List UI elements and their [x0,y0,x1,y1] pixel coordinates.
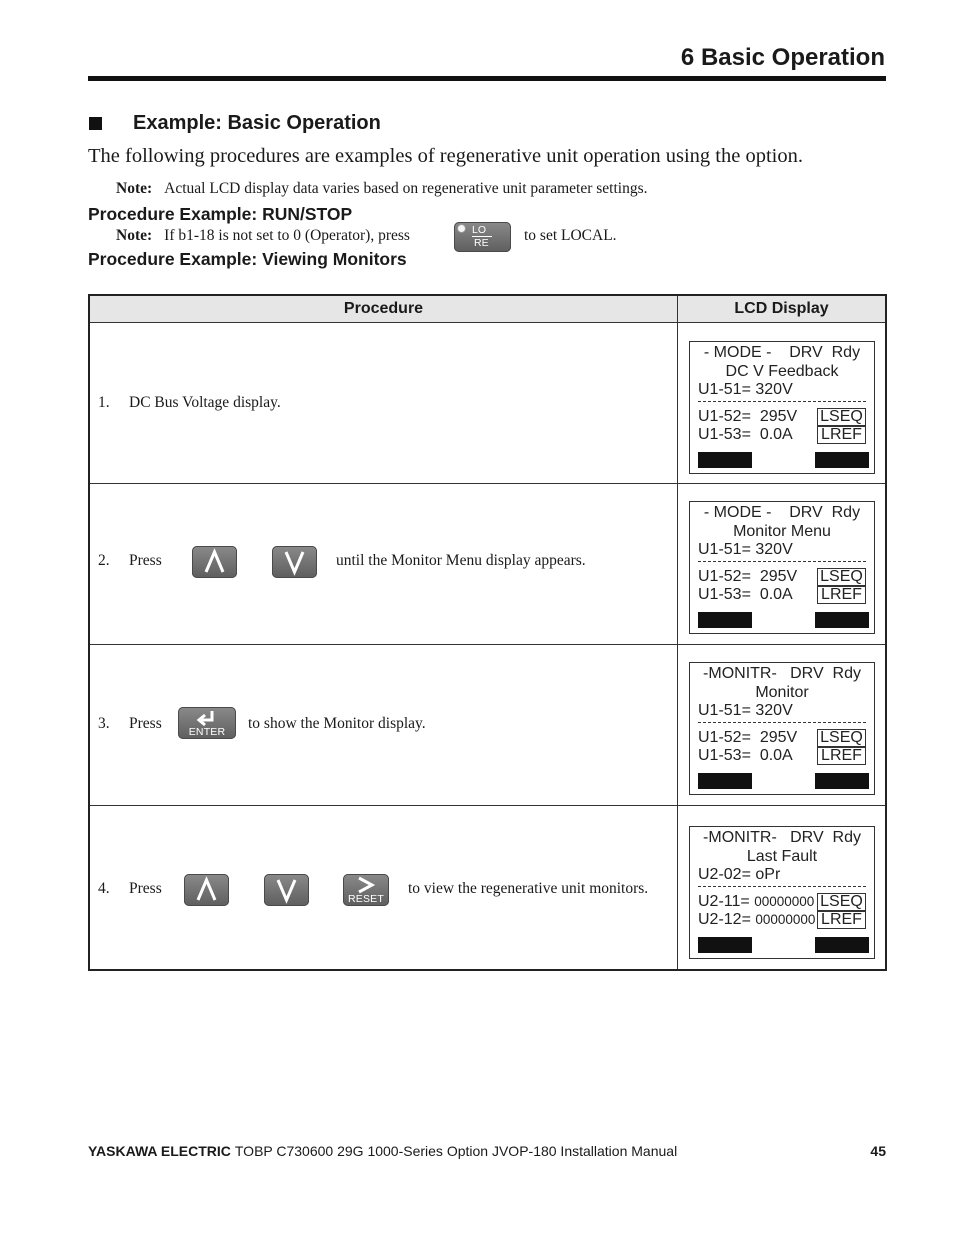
step-press: Press [129,880,162,897]
section-title: Example: Basic Operation [133,112,381,134]
step-text: to view the regenerative unit monitors. [408,880,649,897]
lcd-line-3: U2-02= oPr [698,866,781,883]
lcd-line-2: Last Fault [746,848,818,865]
section-heading [88,112,381,135]
col-lcd-display: LCD Display [734,300,829,317]
lcd-line-1: -MONITR- DRV Rdy [703,665,861,682]
lcd-line-1: - MODE - DRV Rdy [703,504,861,521]
step-number: 1. [98,394,110,411]
reset-key-label: RESET [347,893,384,905]
viewing-monitors-heading: Procedure Example: Viewing Monitors [88,249,407,269]
enter-key-label: ENTER [188,726,226,738]
key-label-lo: LO [472,224,487,236]
intro-paragraph: The following procedures are examples of regenerative unit operation using the option. [88,145,803,167]
lcd-line-3: U1-51= 320V [698,541,793,558]
note-local [116,227,410,245]
lo-re-key-icon [454,222,511,252]
lcd-line-3: U1-51= 320V [698,381,793,398]
lref-indicator: LREF [817,747,866,765]
square-bullet-icon [89,117,102,130]
lseq-indicator: LSEQ [817,893,866,911]
note-lcd-data [116,180,648,198]
lseq-indicator: LSEQ [817,729,866,747]
up-arrow-key-icon [184,874,229,906]
col-procedure: Procedure [343,300,424,317]
lseq-indicator: LSEQ [817,408,866,426]
lref-indicator: LREF [817,586,866,604]
lcd-line-2: DC V Feedback [725,363,839,380]
table-header [90,296,885,323]
step-number: 4. [98,880,110,897]
lcd-line-2: Monitor Menu [733,523,831,540]
lcd-line-5: U1-53= 0.0A [698,747,793,764]
led-icon [457,224,466,233]
lcd-line-4: U1-52= 295V [698,729,798,746]
soft-key-right [815,612,869,628]
down-arrow-key-icon [264,874,309,906]
soft-key-left [698,773,752,789]
key-label-re: RE [474,237,489,249]
lcd-display [689,662,875,795]
enter-key-icon [178,707,236,739]
lcd-display [689,501,875,634]
footer-brand: YASKAWA ELECTRIC [88,1143,231,1159]
soft-key-left [698,452,752,468]
lcd-line-4: U1-52= 295V [698,408,798,425]
lcd-line-5: U1-53= 0.0A [698,426,793,443]
step-press: Press [129,552,162,569]
soft-key-right [815,773,869,789]
note-text-after: to set LOCAL. [524,227,617,244]
step-number: 2. [98,552,110,569]
lcd-display [689,826,875,959]
lcd-line-3: U1-51= 320V [698,702,793,719]
header-rule [88,76,886,81]
footer-doc-title: TOBP C730600 29G 1000-Series Option JVOP-180 Installation Manual [234,1143,678,1159]
lseq-indicator: LSEQ [817,568,866,586]
footer [88,1143,677,1159]
procedure-table [88,294,887,971]
down-arrow-key-icon [272,546,317,578]
reset-key-icon [343,874,389,906]
step-text: DC Bus Voltage display. [129,394,281,411]
lref-indicator: LREF [817,426,866,444]
lref-indicator: LREF [817,911,866,929]
lcd-line-5: U2-12= 00000000 [698,911,816,928]
note-label: Note: [116,180,153,197]
chapter-title: 6 Basic Operation [680,44,885,71]
run-stop-heading: Procedure Example: RUN/STOP [88,204,353,224]
step-text: until the Monitor Menu display appears. [336,552,586,569]
lcd-line-4: U1-52= 295V [698,568,798,585]
lcd-display [689,341,875,474]
soft-key-right [815,452,869,468]
page-number: 45 [870,1143,886,1159]
step-press: Press [129,715,162,732]
note-label: Note: [116,227,153,244]
soft-key-left [698,937,752,953]
lcd-line-4: U2-11= 00000000 [698,893,815,910]
lcd-line-1: - MODE - DRV Rdy [703,344,861,361]
lcd-line-2: Monitor [755,684,809,701]
soft-key-left [698,612,752,628]
note-text-before: If b1-18 is not set to 0 (Operator), press [164,227,410,244]
lcd-line-1: -MONITR- DRV Rdy [703,829,861,846]
lcd-line-5: U1-53= 0.0A [698,586,793,603]
step-text: to show the Monitor display. [248,715,426,732]
step-number: 3. [98,715,110,732]
note-text: Actual LCD display data varies based on regenerative unit parameter settings. [164,180,648,197]
up-arrow-key-icon [192,546,237,578]
soft-key-right [815,937,869,953]
